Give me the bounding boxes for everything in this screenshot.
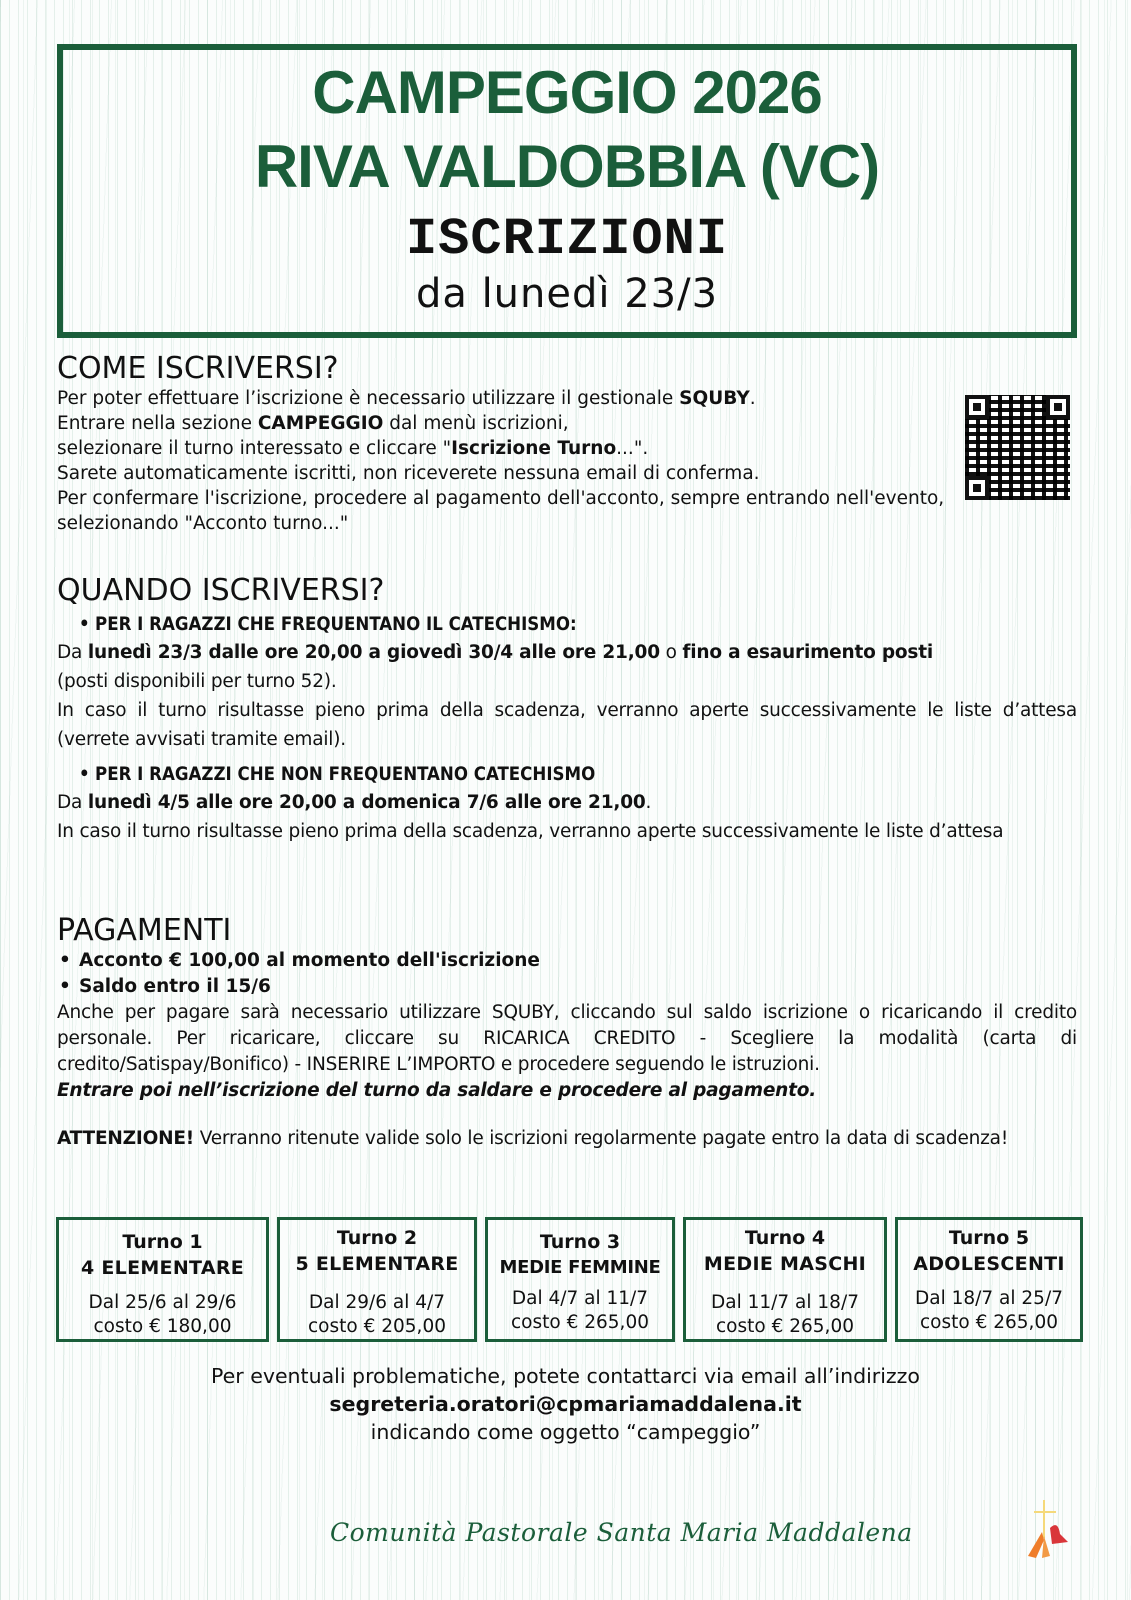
title-line-2: RIVA VALDOBBIA (VC) xyxy=(254,133,880,200)
campeggio-label: CAMPEGGIO xyxy=(257,413,384,434)
text: ...". xyxy=(616,438,649,459)
text: Da xyxy=(57,792,88,813)
instruction-line-5: Per confermare l'iscrizione, procedere al pagamento dell'acconto, sempre entrando nell'evento, xyxy=(57,488,945,509)
turno-cost: costo € 180,00 xyxy=(93,1316,232,1337)
group-non-catechismo-dates xyxy=(57,788,1077,817)
date-range: lunedì 4/5 alle ore 20,00 a domenica 7/6 alle ore 21,00 xyxy=(87,792,646,813)
turno-cost: costo € 205,00 xyxy=(308,1316,446,1337)
instruction-line-6: selezionando "Acconto turno..." xyxy=(57,513,349,534)
turni-row xyxy=(56,1217,1087,1342)
heading-pagamenti: PAGAMENTI xyxy=(57,913,232,948)
qr-finder-icon xyxy=(965,395,989,419)
turno-dates: Dal 29/6 al 4/7 xyxy=(308,1292,446,1313)
turno-cost: costo € 265,00 xyxy=(716,1316,854,1337)
turno-cost: costo € 265,00 xyxy=(920,1312,1058,1333)
text: Da xyxy=(57,642,88,663)
payment-balance: • Saldo entro il 15/6 xyxy=(57,974,1077,1000)
heading-come-iscriversi: COME ISCRIVERSI? xyxy=(57,351,339,386)
turno-name: Turno 3 xyxy=(539,1231,621,1253)
date-line: da lunedì 23/3 xyxy=(415,271,719,317)
turno-name: Turno 4 xyxy=(744,1227,826,1249)
iscrizione-turno-label: Iscrizione Turno xyxy=(451,438,617,459)
instruction-line-3 xyxy=(57,436,1077,461)
group-non-catechismo-title: • PER I RAGAZZI CHE NON FREQUENTANO CATECHISMO xyxy=(75,762,1077,788)
footer-signature: Comunità Pastorale Santa Maria Maddalena xyxy=(330,1518,913,1547)
until-full: fino a esaurimento posti xyxy=(682,642,934,663)
attention-label: ATTENZIONE! xyxy=(57,1128,195,1149)
parish-logo-icon xyxy=(1022,1498,1072,1560)
turno-dates: Dal 25/6 al 29/6 xyxy=(88,1292,237,1313)
text: selezionare il turno interessato e cliccare " xyxy=(57,438,452,459)
section-quando-iscriversi xyxy=(57,574,1077,846)
qr-code-icon[interactable] xyxy=(965,395,1070,500)
turno-cost: costo € 265,00 xyxy=(511,1312,649,1333)
turno-group: MEDIE MASCHI xyxy=(703,1253,867,1275)
text: Per poter effettuare l’iscrizione è necessario utilizzare il gestionale xyxy=(57,388,680,409)
turno-dates: Dal 18/7 al 25/7 xyxy=(915,1288,1063,1309)
qr-finder-icon xyxy=(965,476,989,500)
payment-emphasis: Entrare poi nell’iscrizione del turno da saldare e procedere al pagamento. xyxy=(57,1080,817,1101)
section-pagamenti xyxy=(57,914,1077,1152)
payment-instructions: Anche per pagare sarà necessario utilizzare SQUBY, cliccando sul saldo iscrizione o ricaricando il credito personale. Per ricaricare, cliccare su RICARICA CREDITO - Scegliere la modalità (carta di credito/Satispay/Bonifico) - INSERIRE L’IMPORTO e procedere seguendo le istruzioni. xyxy=(57,1002,1077,1075)
turno-group: 4 ELEMENTARE xyxy=(80,1257,245,1279)
title-line-1: CAMPEGGIO 2026 xyxy=(312,59,822,126)
text: dal menù iscrizioni, xyxy=(383,413,569,434)
turno-card xyxy=(56,1217,269,1342)
date-range: lunedì 23/3 dalle ore 20,00 a giovedì 30/4 alle ore 21,00 xyxy=(87,642,660,663)
attention-text: Verranno ritenute valide solo le iscrizioni regolarmente pagate entro la data di scadenza! xyxy=(194,1128,1009,1149)
text: . xyxy=(645,792,652,813)
section-come-iscriversi xyxy=(57,352,1077,536)
turno-group: 5 ELEMENTARE xyxy=(295,1253,459,1275)
contact-block xyxy=(0,1362,1131,1446)
subtitle: ISCRIZIONI xyxy=(405,210,729,269)
turno-card xyxy=(895,1217,1083,1342)
turno-name: Turno 1 xyxy=(122,1231,203,1253)
turno-name: Turno 5 xyxy=(948,1227,1030,1249)
turno-dates: Dal 11/7 al 18/7 xyxy=(711,1292,859,1313)
squby-label: SQUBY xyxy=(679,388,750,409)
turno-dates: Dal 4/7 al 11/7 xyxy=(511,1288,649,1309)
turno-name: Turno 2 xyxy=(336,1227,418,1249)
turno-group: ADOLESCENTI xyxy=(913,1253,1065,1275)
contact-intro: Per eventuali problematiche, potete contattarci via email all’indirizzo xyxy=(211,1364,920,1388)
payment-deposit: • Acconto € 100,00 al momento dell'iscrizione xyxy=(57,948,1077,974)
text: . xyxy=(749,388,756,409)
text: o xyxy=(659,642,683,663)
turno-card xyxy=(683,1217,887,1342)
group-catechismo-title: • PER I RAGAZZI CHE FREQUENTANO IL CATECHISMO: xyxy=(75,612,1077,638)
heading-quando-iscriversi: QUANDO ISCRIVERSI? xyxy=(57,573,385,608)
instruction-line-2 xyxy=(57,411,1077,436)
group-catechismo-waitlist: In caso il turno risultasse pieno prima della scadenza, verranno aperte successivamente le liste d’attesa (verrete avvisati tramite email). xyxy=(57,700,1077,750)
group-catechismo-spots: (posti disponibili per turno 52). xyxy=(57,671,337,692)
payment-attention xyxy=(57,1126,1077,1152)
turno-group: MEDIE FEMMINE xyxy=(499,1257,661,1278)
text: Entrare nella sezione xyxy=(57,413,258,434)
qr-finder-icon xyxy=(1046,395,1070,419)
contact-email-link[interactable]: segreteria.oratori@cpmariamaddalena.it xyxy=(329,1392,802,1416)
title-box xyxy=(57,44,1077,338)
contact-subject-hint: indicando come oggetto “campeggio” xyxy=(370,1420,761,1444)
instruction-line-4: Sarete automaticamente iscritti, non riceverete nessuna email di conferma. xyxy=(57,463,760,484)
instruction-line-1 xyxy=(57,386,1077,411)
group-non-catechismo-waitlist: In caso il turno risultasse pieno prima della scadenza, verranno aperte successivamente le liste d’attesa xyxy=(57,821,1004,842)
group-catechismo-dates xyxy=(57,638,1077,667)
turno-card xyxy=(485,1217,675,1342)
turno-card xyxy=(277,1217,477,1342)
